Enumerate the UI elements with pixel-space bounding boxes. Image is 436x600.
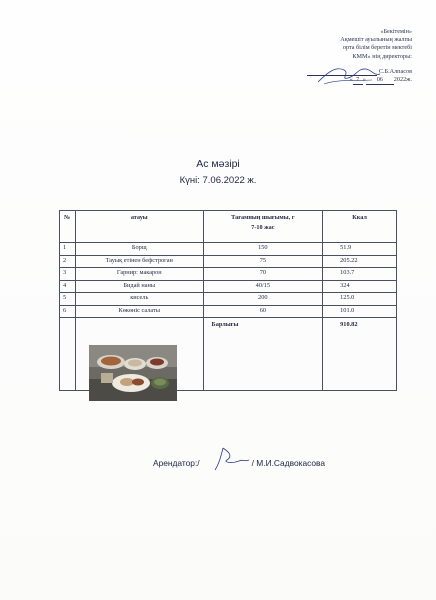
table-row — [60, 293, 397, 306]
table-row — [60, 268, 397, 281]
row-number: 4 — [60, 280, 76, 293]
header-yield-line-1: Тағамның шығымы, г — [231, 214, 295, 221]
header-yield-line-2: 7-10 жас — [251, 224, 275, 231]
table-row — [60, 280, 397, 293]
header-kcal: Ккал — [323, 211, 397, 243]
row-kcal: 205.22 — [323, 255, 397, 268]
row-kcal: 125.0 — [323, 293, 397, 306]
approval-heading: «Бекітемін» — [380, 28, 412, 35]
row-number: 2 — [60, 255, 76, 268]
total-number-cell — [60, 318, 76, 391]
row-yield: 70 — [203, 268, 323, 281]
table-row — [60, 255, 397, 268]
header-yield — [203, 211, 323, 243]
row-kcal: 51.9 — [323, 243, 397, 256]
row-number: 3 — [60, 268, 76, 281]
table-row — [60, 305, 397, 318]
tenant-label: Арендатор:/ — [153, 458, 200, 468]
row-number: 5 — [60, 293, 76, 306]
meal-photo — [89, 345, 177, 401]
page-title: Ас мәзірі — [196, 158, 240, 170]
director-signature-row — [242, 68, 412, 76]
tenant-name: / М.И.Садвокасова — [251, 458, 326, 468]
row-yield: 75 — [203, 255, 323, 268]
row-kcal: 101.0 — [323, 305, 397, 318]
row-dish-name: Көкөніс салаты — [75, 305, 203, 318]
table-header-row — [60, 211, 397, 243]
date-month: 06 — [366, 76, 394, 85]
approval-org-line-1: Ақмешіт ауылының жалпы — [340, 36, 412, 44]
date-year: 2022ж. — [393, 76, 412, 84]
row-dish-name: кисель — [75, 293, 203, 306]
director-name: С.Б.Алпасов — [378, 67, 412, 75]
table-row — [60, 243, 397, 256]
tenant-signature — [203, 446, 253, 472]
approval-date — [242, 76, 412, 85]
row-kcal: 103.7 — [323, 268, 397, 281]
row-dish-name: Бидай наны — [75, 280, 203, 293]
date-day: 7 — [353, 76, 363, 85]
row-yield: 40/15 — [203, 280, 323, 293]
row-number: 1 — [60, 243, 76, 256]
row-yield: 150 — [203, 243, 323, 256]
row-yield: 60 — [203, 305, 323, 318]
row-number: 6 — [60, 305, 76, 318]
date-close-quote: » — [362, 76, 366, 84]
approval-block — [242, 28, 412, 85]
row-dish-name: Тауық етінен бефстроган — [75, 255, 203, 268]
row-dish-name: Гарнир: макарон — [75, 268, 203, 281]
approval-org-line-3: КММ» нің директоры: — [352, 52, 412, 60]
total-kcal: 910.82 — [323, 318, 397, 391]
menu-date: Күні: 7.06.2022 ж. — [179, 175, 257, 186]
row-yield: 200 — [203, 293, 323, 306]
approval-org-line-2: орта білім беретін мектебі — [342, 44, 412, 52]
total-label: Барлығы — [203, 318, 323, 391]
row-dish-name: Борщ — [75, 243, 203, 256]
date-open-quote: « — [349, 76, 353, 84]
signature-line — [307, 75, 377, 76]
header-number: № — [60, 211, 76, 243]
header-name: атауы — [75, 211, 203, 243]
row-kcal: 324 — [323, 280, 397, 293]
